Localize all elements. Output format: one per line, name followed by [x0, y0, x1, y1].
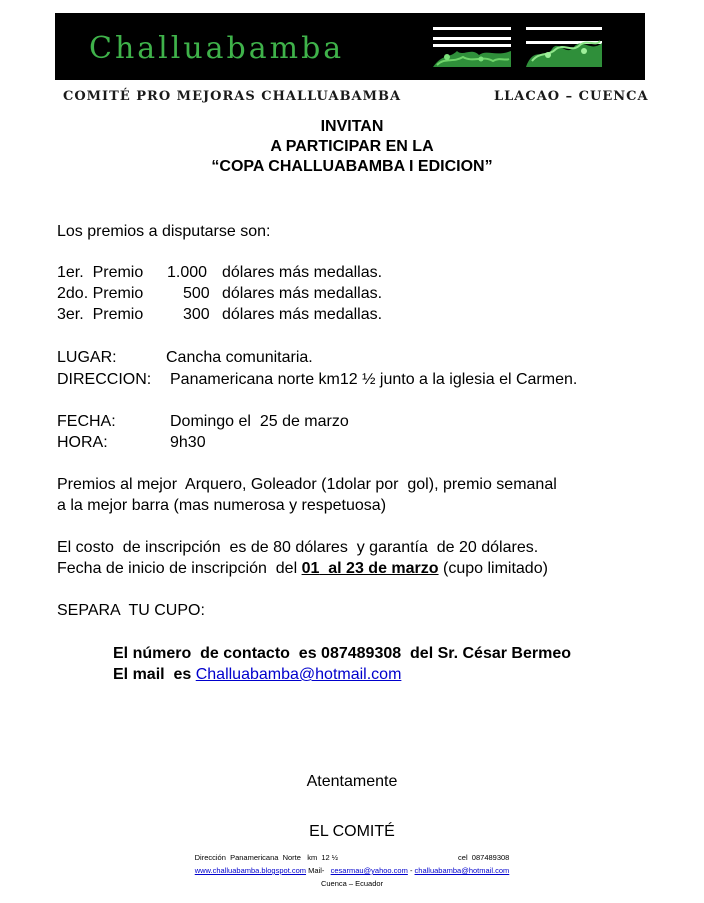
- footer-phone: cel 087489308: [458, 853, 510, 862]
- prize-desc: dólares más medallas.: [222, 264, 383, 281]
- hora-value: 9h30: [170, 434, 206, 451]
- lugar-value: Cancha comunitaria.: [166, 349, 313, 366]
- header-banner: [55, 13, 645, 80]
- registration-cost: El costo de inscripción es de 80 dólares y garantía de 20 dólares.: [57, 539, 539, 556]
- footer-address-row: [0, 853, 704, 862]
- committee-name: COMITÉ PRO MEJORAS CHALLUABAMBA: [63, 89, 402, 104]
- footer-mail-link-2[interactable]: challuabamba@hotmail.com: [414, 866, 510, 875]
- prize-desc: dólares más medallas.: [222, 285, 383, 302]
- footer-city: Cuenca – Ecuador: [320, 879, 384, 888]
- contact-mail: [113, 666, 401, 684]
- prize-desc: dólares más medallas.: [222, 306, 383, 323]
- direccion-label: DIRECCION:: [57, 371, 152, 388]
- banner-title: Challuabamba: [89, 31, 345, 66]
- prize-label: 3er. Premio: [57, 306, 144, 323]
- lugar-label: LUGAR:: [57, 349, 117, 366]
- registration-dates-suffix: (cupo limitado): [438, 560, 548, 577]
- footer-links-row: [0, 866, 704, 875]
- footer-mail-link-1[interactable]: cesarmau@yahoo.com: [330, 866, 408, 875]
- awards-line-1: Premios al mejor Arquero, Goleador (1dolar por gol), premio semanal: [57, 476, 557, 493]
- contact-phone: El número de contacto es 087489308 del Sr. César Bermeo: [113, 645, 571, 662]
- location-header: LLACAO – CUENCA: [494, 89, 649, 104]
- closing-regards: Atentamente: [306, 773, 398, 790]
- footer-separator: -: [407, 866, 415, 875]
- prizes-intro: Los premios a disputarse son:: [57, 223, 271, 240]
- prize-amount: 1.000: [167, 264, 208, 281]
- prize-label: 2do. Premio: [57, 285, 144, 302]
- heading-copa: “COPA CHALLUABAMBA I EDICION”: [211, 158, 493, 175]
- prize-amount: 500: [183, 285, 210, 302]
- direccion-value: Panamericana norte km12 ½ junto a la iglesia el Carmen.: [170, 371, 578, 388]
- registration-dates-prefix: Fecha de inicio de inscripción del: [57, 560, 302, 577]
- registration-date-from: 01: [301, 560, 320, 577]
- banner-decoration-left: [433, 27, 511, 67]
- contact-email-link[interactable]: Challuabamba@hotmail.com: [195, 666, 402, 683]
- prize-amount: 300: [183, 306, 210, 323]
- fecha-value: Domingo el 25 de marzo: [170, 413, 349, 430]
- registration-date-to: al 23 de marzo: [319, 560, 439, 577]
- hora-label: HORA:: [57, 434, 108, 451]
- fecha-label: FECHA:: [57, 413, 116, 430]
- registration-dates: [57, 560, 548, 578]
- heading-invitan: INVITAN: [320, 118, 384, 135]
- closing-signature: EL COMITÉ: [309, 823, 395, 840]
- footer-mail-label: Mail-: [306, 866, 331, 875]
- banner-decoration-right: [526, 27, 602, 67]
- footer-blog-link[interactable]: www.challuabamba.blogspot.com: [194, 866, 307, 875]
- footer-address: Dirección Panamericana Norte km 12 ½: [194, 853, 339, 862]
- awards-line-2: a la mejor barra (mas numerosa y respetuosa): [57, 497, 387, 514]
- contact-mail-prefix: El mail es: [113, 666, 196, 683]
- reserve-heading: SEPARA TU CUPO:: [57, 602, 205, 619]
- prize-label: 1er. Premio: [57, 264, 144, 281]
- heading-participar: A PARTICIPAR EN LA: [270, 138, 434, 155]
